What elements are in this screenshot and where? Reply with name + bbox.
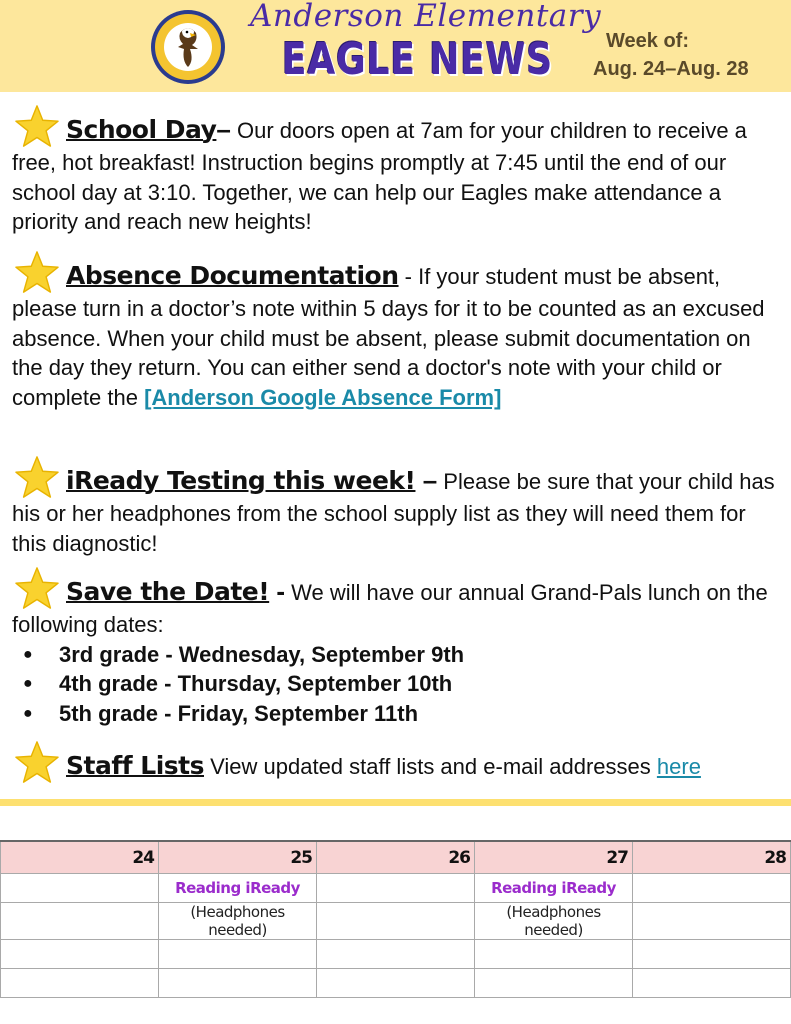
divider — [0, 799, 791, 806]
absence-form-link[interactable]: [Anderson Google Absence Form] — [144, 384, 502, 410]
separator: – — [216, 114, 231, 144]
star-icon — [12, 566, 62, 610]
event-title: Reading iReady — [159, 874, 317, 903]
staff-list-link[interactable]: here — [656, 754, 701, 779]
date-list — [12, 640, 782, 729]
star-icon — [12, 740, 62, 784]
table-row — [1, 969, 791, 998]
day-cell: 24 — [1, 841, 159, 874]
section-save-the-date — [12, 566, 782, 728]
list-item: ● 5th grade - Friday, September 11th — [59, 699, 782, 729]
star-icon — [12, 455, 62, 499]
newsletter-title: EAGLE NEWS — [281, 34, 554, 85]
section-heading: Staff Lists — [66, 751, 204, 780]
day-cell: 28 — [633, 841, 791, 874]
section-body: Our doors open at 7am for your children to receive a free, hot breakfast! Instruction begins promptly at 7:45 until the end of our school day at 3:10. Together, we can help our Eagles make attendance a priority and reach new heights! — [12, 118, 747, 234]
event-title: Reading iReady — [475, 874, 633, 903]
week-dates: Aug. 24–Aug. 28 — [593, 58, 749, 80]
section-iready-testing — [12, 455, 782, 558]
star-icon — [12, 104, 62, 148]
day-cell: 25 — [159, 841, 317, 874]
eagle-logo — [150, 9, 226, 85]
section-body: View updated staff lists and e-mail addresses — [204, 754, 657, 779]
day-cell: 26 — [317, 841, 475, 874]
section-staff-lists — [12, 740, 782, 784]
star-icon — [12, 250, 62, 294]
section-body: We will have our annual Grand-Pals lunch on the following dates: — [12, 580, 768, 637]
list-item: ● 3rd grade - Wednesday, September 9th — [59, 640, 782, 670]
section-heading: iReady Testing this week! — [66, 466, 416, 495]
table-row — [1, 874, 791, 903]
section-heading: Save the Date! — [66, 577, 270, 606]
section-school-day — [12, 104, 782, 237]
event-note: (Headphones needed) — [159, 903, 317, 940]
separator: - — [269, 576, 286, 606]
newsletter-header — [0, 0, 791, 92]
week-calendar — [0, 840, 791, 998]
separator: - — [398, 264, 412, 289]
section-absence-documentation — [12, 250, 782, 412]
table-row — [1, 940, 791, 969]
section-body: If your student must be absent, please turn in a doctor’s note within 5 days for it to be counted as an excused absence. When your child must be absent, please submit documentation on the day they return. You can either send a doctor's note with your child or complete the — [12, 264, 765, 410]
list-item: ● 4th grade - Thursday, September 10th — [59, 669, 782, 699]
event-note: (Headphones needed) — [475, 903, 633, 940]
table-row — [1, 903, 791, 940]
section-heading: School Day — [66, 115, 217, 144]
section-heading: Absence Documentation — [66, 261, 399, 290]
separator: – — [415, 465, 438, 495]
school-name: Anderson Elementary — [250, 0, 602, 34]
section-body: Please be sure that your child has his or her headphones from the school supply list as they will need them for this diagnostic! — [12, 469, 775, 556]
day-cell: 27 — [475, 841, 633, 874]
week-label: Week of: — [606, 30, 689, 52]
calendar-header-row — [1, 841, 791, 874]
